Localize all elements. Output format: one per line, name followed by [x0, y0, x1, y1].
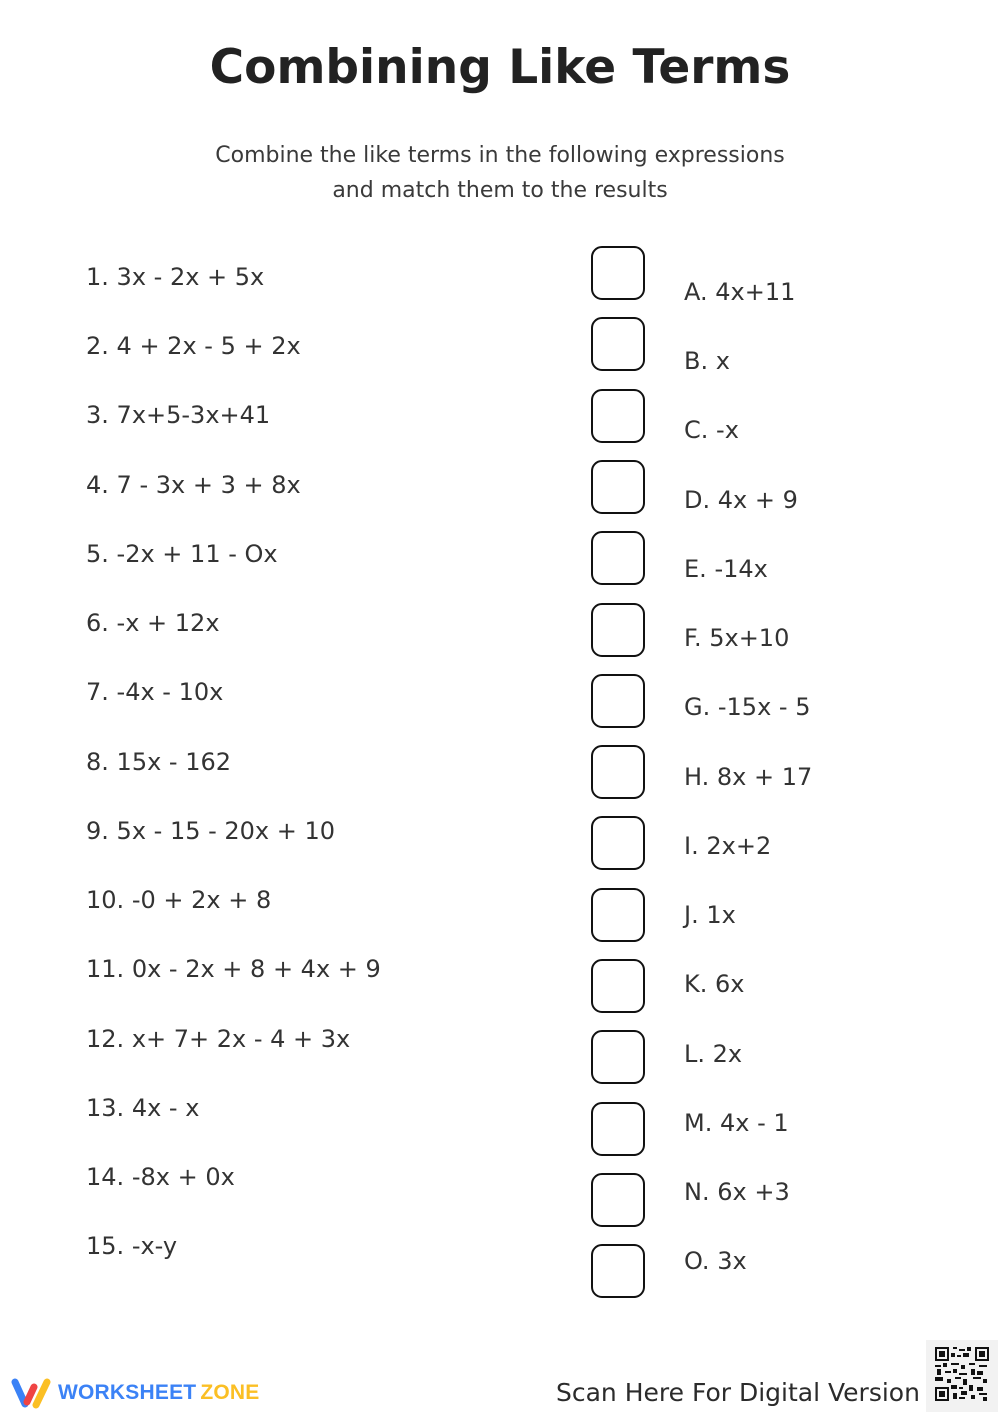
question-item	[86, 400, 270, 430]
question-item	[86, 747, 231, 777]
answer-box-10[interactable]	[591, 888, 645, 942]
answer-item	[684, 1039, 742, 1069]
answer-box-13[interactable]	[591, 1102, 645, 1156]
answer-letter: C.	[684, 416, 709, 444]
question-expression: 5x - 15 - 20x + 10	[116, 817, 336, 845]
question-number: 6.	[86, 609, 109, 637]
question-expression: 3x - 2x + 5x	[116, 263, 265, 291]
answer-letter: I.	[684, 832, 699, 860]
question-item	[86, 1093, 199, 1123]
answer-item	[684, 485, 798, 515]
answer-result: 5x+10	[709, 624, 790, 652]
answer-letter: N.	[684, 1178, 710, 1206]
question-expression: 0x - 2x + 8 + 4x + 9	[131, 955, 381, 983]
answer-letter: M.	[684, 1109, 713, 1137]
question-item	[86, 262, 264, 292]
answer-letter: F.	[684, 624, 702, 652]
question-number: 14.	[86, 1163, 125, 1191]
question-number: 11.	[86, 955, 125, 983]
answer-result: 1x	[706, 901, 736, 929]
answer-box-1[interactable]	[591, 246, 645, 300]
question-expression: 4x - x	[131, 1094, 200, 1122]
instructions-line-2: and match them to the results	[332, 178, 668, 203]
worksheetzone-logo[interactable]	[10, 1376, 259, 1410]
answer-box-3[interactable]	[591, 389, 645, 443]
answer-item	[684, 623, 789, 653]
question-expression: 7x+5-3x+41	[116, 401, 271, 429]
answer-letter: H.	[684, 763, 710, 791]
answer-item	[684, 554, 768, 584]
question-expression: 7 - 3x + 3 + 8x	[116, 471, 301, 499]
answer-letter: K.	[684, 970, 708, 998]
question-expression: 15x - 162	[116, 748, 232, 776]
answer-box-11[interactable]	[591, 959, 645, 1013]
question-number: 4.	[86, 471, 109, 499]
question-item	[86, 816, 335, 846]
brand-name: WORKSHEET ZONE	[58, 1381, 260, 1404]
answer-item	[684, 1108, 789, 1138]
answer-letter: G.	[684, 693, 711, 721]
answer-box-7[interactable]	[591, 674, 645, 728]
question-expression: 4 + 2x - 5 + 2x	[116, 332, 301, 360]
answer-item	[684, 1177, 790, 1207]
answer-box-9[interactable]	[591, 816, 645, 870]
answer-result: 6x +3	[717, 1178, 790, 1206]
answer-letter: J.	[684, 901, 699, 929]
question-number: 1.	[86, 263, 109, 291]
question-expression: -2x + 11 - Ox	[116, 540, 278, 568]
instructions	[0, 138, 1000, 208]
question-number: 10.	[86, 886, 125, 914]
question-item	[86, 331, 301, 361]
question-item	[86, 1231, 177, 1261]
answer-letter: L.	[684, 1040, 705, 1068]
question-expression: -8x + 0x	[131, 1163, 235, 1191]
worksheetzone-logo-icon	[10, 1377, 52, 1409]
answer-result: 4x - 1	[719, 1109, 789, 1137]
answer-letter: A.	[684, 278, 708, 306]
answer-result: 8x + 17	[716, 763, 813, 791]
question-number: 3.	[86, 401, 109, 429]
question-number: 5.	[86, 540, 109, 568]
answer-item	[684, 900, 736, 930]
answer-result: -x	[716, 416, 739, 444]
answer-result: 6x	[715, 970, 745, 998]
answer-item	[684, 969, 745, 999]
answer-item	[684, 762, 812, 792]
answer-letter: D.	[684, 486, 711, 514]
question-number: 12.	[86, 1025, 125, 1053]
answer-result: 4x+11	[715, 278, 796, 306]
answer-box-4[interactable]	[591, 460, 645, 514]
question-item	[86, 1162, 235, 1192]
answer-result: 3x	[717, 1247, 747, 1275]
answer-box-2[interactable]	[591, 317, 645, 371]
question-item	[86, 539, 278, 569]
question-number: 13.	[86, 1094, 125, 1122]
answer-letter: E.	[684, 555, 707, 583]
scan-caption: Scan Here For Digital Version	[556, 1378, 920, 1407]
answer-letter: B.	[684, 347, 709, 375]
answer-item	[684, 277, 795, 307]
answer-box-12[interactable]	[591, 1030, 645, 1084]
answer-result: 2x+2	[706, 832, 772, 860]
answer-result: 2x	[712, 1040, 743, 1068]
answer-box-6[interactable]	[591, 603, 645, 657]
answer-result: x	[715, 347, 730, 375]
qr-code[interactable]	[926, 1340, 998, 1412]
question-expression: -x-y	[131, 1232, 178, 1260]
question-item	[86, 470, 301, 500]
question-expression: -x + 12x	[116, 609, 220, 637]
instructions-line-1: Combine the like terms in the following expressions	[215, 143, 785, 168]
answer-box-14[interactable]	[591, 1173, 645, 1227]
question-expression: -0 + 2x + 8	[131, 886, 272, 914]
answer-box-15[interactable]	[591, 1244, 645, 1298]
answer-box-8[interactable]	[591, 745, 645, 799]
question-number: 9.	[86, 817, 109, 845]
question-number: 7.	[86, 678, 109, 706]
answer-item	[684, 415, 739, 445]
question-item	[86, 677, 223, 707]
qr-code-icon	[933, 1345, 991, 1407]
answer-result: 4x + 9	[717, 486, 798, 514]
answer-letter: O.	[684, 1247, 710, 1275]
question-number: 2.	[86, 332, 109, 360]
answer-result: -14x	[714, 555, 768, 583]
answer-item	[684, 692, 810, 722]
question-item	[86, 1024, 350, 1054]
question-expression: x+ 7+ 2x - 4 + 3x	[131, 1025, 351, 1053]
question-number: 8.	[86, 748, 109, 776]
question-expression: -4x - 10x	[116, 678, 224, 706]
question-item	[86, 954, 381, 984]
answer-box-5[interactable]	[591, 531, 645, 585]
page-title: Combining Like Terms	[209, 40, 791, 95]
question-item	[86, 885, 271, 915]
question-number: 15.	[86, 1232, 125, 1260]
answer-item	[684, 831, 771, 861]
answer-item	[684, 1246, 747, 1276]
answer-item	[684, 346, 730, 376]
question-item	[86, 608, 220, 638]
answer-result: -15x - 5	[717, 693, 811, 721]
